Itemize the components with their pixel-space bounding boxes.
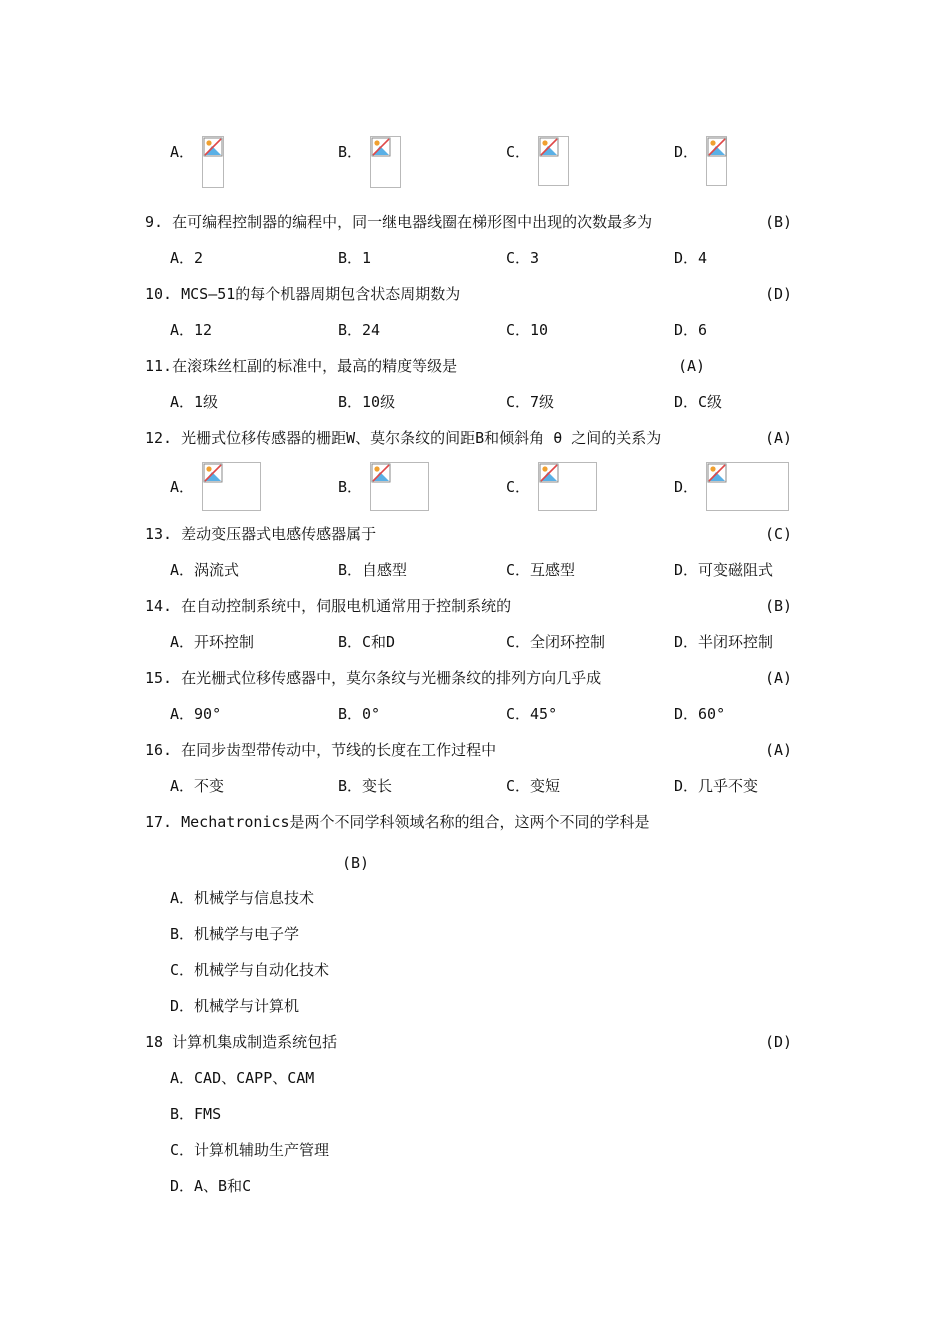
question-11-answer: (A)	[678, 357, 706, 375]
q14-option-b[interactable]: B．C和D	[338, 633, 396, 651]
broken-image-icon	[202, 462, 261, 511]
question-10-answer: (D)	[765, 285, 793, 303]
q17-option-d[interactable]: D．机械学与计算机	[170, 997, 300, 1015]
q8-option-d[interactable]	[674, 136, 727, 186]
q13-option-c[interactable]: C．互感型	[506, 561, 576, 579]
question-12-answer: (A)	[765, 429, 793, 447]
q10-option-d[interactable]: D．6	[674, 321, 708, 339]
question-9-answer: (B)	[765, 213, 793, 231]
q12-option-d[interactable]	[674, 462, 789, 511]
broken-image-icon	[202, 136, 224, 188]
question-11-text: 11.在滚珠丝杠副的标准中，最高的精度等级是	[145, 357, 458, 375]
question-13-text: 13. 差动变压器式电感传感器属于	[145, 525, 377, 543]
q12-option-a-label: A．	[170, 478, 195, 496]
q18-option-a[interactable]: A．CAD、CAPP、CAM	[170, 1069, 315, 1087]
question-10-text: 10. MCS—51的每个机器周期包含状态周期数为	[145, 285, 461, 303]
q11-option-a[interactable]: A．1级	[170, 393, 219, 411]
question-14-text: 14. 在自动控制系统中，伺服电机通常用于控制系统的	[145, 597, 512, 615]
q8-option-b[interactable]	[338, 136, 401, 188]
q12-option-c-label: C．	[506, 478, 531, 496]
q15-option-b[interactable]: B．0°	[338, 705, 381, 723]
question-16-answer: (A)	[765, 741, 793, 759]
q17-option-b[interactable]: B．机械学与电子学	[170, 925, 300, 943]
broken-image-icon	[706, 462, 789, 511]
q12-option-c[interactable]	[506, 462, 597, 511]
q8-option-c-label: C．	[506, 143, 531, 161]
q18-option-d[interactable]: D．A、B和C	[170, 1177, 252, 1195]
question-15-answer: (A)	[765, 669, 793, 687]
question-12-text: 12. 光栅式位移传感器的栅距W、莫尔条纹的间距B和倾斜角 θ 之间的关系为	[145, 429, 662, 447]
q15-option-a[interactable]: A．90°	[170, 705, 222, 723]
question-18-answer: (D)	[765, 1033, 793, 1051]
question-13-answer: (C)	[765, 525, 793, 543]
q16-option-d[interactable]: D．几乎不变	[674, 777, 759, 795]
q10-option-b[interactable]: B．24	[338, 321, 381, 339]
broken-image-icon	[370, 136, 401, 188]
q13-option-d[interactable]: D．可变磁阻式	[674, 561, 774, 579]
q9-option-b[interactable]: B．1	[338, 249, 372, 267]
q14-option-a[interactable]: A．开环控制	[170, 633, 255, 651]
broken-image-icon	[538, 136, 569, 186]
q12-option-b-label: B．	[338, 478, 363, 496]
q14-option-d[interactable]: D．半闭环控制	[674, 633, 774, 651]
q16-option-c[interactable]: C．变短	[506, 777, 561, 795]
broken-image-icon	[706, 136, 727, 186]
q11-option-d[interactable]: D．C级	[674, 393, 723, 411]
q8-option-a[interactable]	[170, 136, 224, 188]
q9-option-a[interactable]: A．2	[170, 249, 204, 267]
question-16-text: 16. 在同步齿型带传动中，节线的长度在工作过程中	[145, 741, 497, 759]
broken-image-icon	[538, 462, 597, 511]
q10-option-c[interactable]: C．10	[506, 321, 549, 339]
q12-option-b[interactable]	[338, 462, 429, 511]
q13-option-b[interactable]: B．自感型	[338, 561, 408, 579]
question-9-text: 9. 在可编程控制器的编程中，同一继电器线圈在梯形图中出现的次数最多为	[145, 213, 653, 231]
q15-option-d[interactable]: D．60°	[674, 705, 726, 723]
q16-option-a[interactable]: A．不变	[170, 777, 225, 795]
q8-option-c[interactable]	[506, 136, 569, 186]
q9-option-c[interactable]: C．3	[506, 249, 540, 267]
q8-option-a-label: A．	[170, 143, 195, 161]
q11-option-c[interactable]: C．7级	[506, 393, 555, 411]
broken-image-icon	[370, 462, 429, 511]
q17-option-a[interactable]: A．机械学与信息技术	[170, 889, 315, 907]
question-17-text: 17. Mechatronics是两个不同学科领域名称的组合，这两个不同的学科是	[145, 813, 650, 831]
q8-option-b-label: B．	[338, 143, 363, 161]
question-14-answer: (B)	[765, 597, 793, 615]
q11-option-b[interactable]: B．10级	[338, 393, 396, 411]
q9-option-d[interactable]: D．4	[674, 249, 708, 267]
q15-option-c[interactable]: C．45°	[506, 705, 558, 723]
q18-option-c[interactable]: C．计算机辅助生产管理	[170, 1141, 330, 1159]
q12-option-d-label: D．	[674, 478, 699, 496]
q16-option-b[interactable]: B．变长	[338, 777, 393, 795]
q10-option-a[interactable]: A．12	[170, 321, 213, 339]
q14-option-c[interactable]: C．全闭环控制	[506, 633, 606, 651]
q17-option-c[interactable]: C．机械学与自动化技术	[170, 961, 330, 979]
q13-option-a[interactable]: A．涡流式	[170, 561, 240, 579]
question-15-text: 15. 在光栅式位移传感器中，莫尔条纹与光栅条纹的排列方向几乎成	[145, 669, 602, 687]
q8-option-d-label: D．	[674, 143, 699, 161]
question-18-text: 18 计算机集成制造系统包括	[145, 1033, 338, 1051]
question-17-answer: (B)	[342, 854, 370, 872]
q12-option-a[interactable]	[170, 462, 261, 511]
q18-option-b[interactable]: B．FMS	[170, 1105, 222, 1123]
